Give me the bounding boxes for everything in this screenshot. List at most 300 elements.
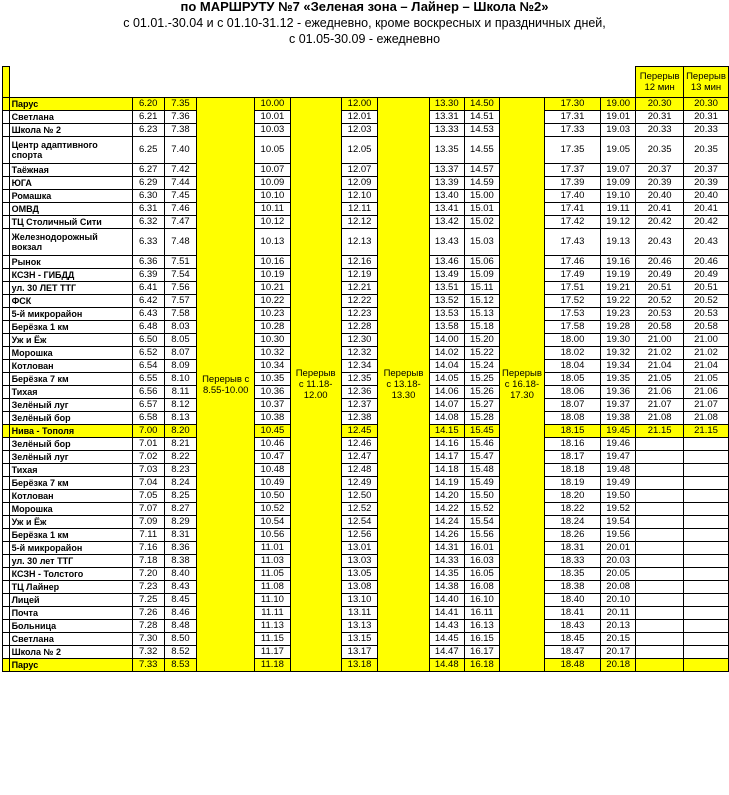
time-cell: 14.05: [429, 373, 464, 386]
time-cell: 10.00: [255, 98, 290, 111]
time-cell: 6.21: [132, 111, 164, 124]
time-cell: 13.33: [429, 124, 464, 137]
time-cell: 7.28: [132, 620, 164, 633]
time-cell: 14.26: [429, 529, 464, 542]
table-row: [3, 542, 729, 555]
time-cell: 8.31: [164, 529, 196, 542]
time-cell: 10.56: [255, 529, 290, 542]
stop-name: Нива - Тополя: [9, 425, 132, 438]
time-cell: 19.30: [601, 334, 636, 347]
time-cell: 8.25: [164, 490, 196, 503]
edge-cell: [3, 334, 10, 347]
time-cell: 10.46: [255, 438, 290, 451]
header-empty-cell: [464, 67, 499, 98]
edge-cell: [3, 633, 10, 646]
stop-name: Таёжная: [9, 164, 132, 177]
time-cell: 19.28: [601, 321, 636, 334]
time-cell: 10.50: [255, 490, 290, 503]
time-cell: 10.28: [255, 321, 290, 334]
time-cell: 7.20: [132, 568, 164, 581]
time-cell: 12.09: [341, 177, 378, 190]
time-cell: 7.42: [164, 164, 196, 177]
table-row: [3, 555, 729, 568]
time-cell: 20.11: [601, 607, 636, 620]
time-cell: [636, 633, 684, 646]
edge-cell: [3, 67, 10, 98]
edge-cell: [3, 256, 10, 269]
time-cell: [684, 620, 729, 633]
time-cell: 15.22: [464, 347, 499, 360]
time-cell: 19.21: [601, 282, 636, 295]
time-cell: 13.39: [429, 177, 464, 190]
time-cell: 17.33: [544, 124, 600, 137]
time-cell: 10.38: [255, 412, 290, 425]
time-cell: 14.45: [429, 633, 464, 646]
time-cell: 6.57: [132, 399, 164, 412]
edge-cell: [3, 542, 10, 555]
time-cell: [636, 477, 684, 490]
time-cell: 8.12: [164, 399, 196, 412]
time-cell: 6.48: [132, 321, 164, 334]
time-cell: 19.03: [601, 124, 636, 137]
time-cell: 12.30: [341, 334, 378, 347]
edge-cell: [3, 451, 10, 464]
time-cell: 18.05: [544, 373, 600, 386]
time-cell: 7.03: [132, 464, 164, 477]
time-cell: 14.50: [464, 98, 499, 111]
stop-name: Больница: [9, 620, 132, 633]
time-cell: 20.15: [601, 633, 636, 646]
header-empty-cell: [341, 67, 378, 98]
stop-name: ЮГА: [9, 177, 132, 190]
time-cell: 8.20: [164, 425, 196, 438]
time-cell: 6.32: [132, 216, 164, 229]
time-cell: 21.15: [636, 425, 684, 438]
time-cell: 21.05: [636, 373, 684, 386]
table-row: [3, 229, 729, 256]
time-cell: 14.43: [429, 620, 464, 633]
time-cell: 14.22: [429, 503, 464, 516]
time-cell: [636, 516, 684, 529]
time-cell: 12.56: [341, 529, 378, 542]
time-cell: [636, 451, 684, 464]
time-cell: 20.08: [601, 581, 636, 594]
time-cell: 19.10: [601, 190, 636, 203]
time-cell: 15.45: [464, 425, 499, 438]
time-cell: 21.07: [636, 399, 684, 412]
time-cell: [636, 607, 684, 620]
stop-name: Морошка: [9, 347, 132, 360]
break-cell: Перерыв с 11.18-12.00: [290, 98, 341, 672]
time-cell: [636, 594, 684, 607]
time-cell: 18.04: [544, 360, 600, 373]
time-cell: 13.49: [429, 269, 464, 282]
time-cell: 18.26: [544, 529, 600, 542]
time-cell: 19.12: [601, 216, 636, 229]
edge-cell: [3, 164, 10, 177]
time-cell: 20.39: [636, 177, 684, 190]
time-cell: 6.36: [132, 256, 164, 269]
time-cell: 19.49: [601, 477, 636, 490]
stop-name: Светлана: [9, 111, 132, 124]
time-cell: 20.31: [636, 111, 684, 124]
edge-cell: [3, 464, 10, 477]
edge-cell: [3, 216, 10, 229]
time-cell: 13.08: [341, 581, 378, 594]
time-cell: 14.41: [429, 607, 464, 620]
time-cell: 14.33: [429, 555, 464, 568]
time-cell: 10.13: [255, 229, 290, 256]
time-cell: 11.17: [255, 646, 290, 659]
time-cell: 12.22: [341, 295, 378, 308]
time-cell: 17.46: [544, 256, 600, 269]
header-break-12: Перерыв 12 мин: [636, 67, 684, 98]
time-cell: 20.35: [684, 137, 729, 164]
time-cell: 10.01: [255, 111, 290, 124]
time-cell: 6.52: [132, 347, 164, 360]
time-cell: 14.53: [464, 124, 499, 137]
time-cell: 20.43: [636, 229, 684, 256]
time-cell: 15.12: [464, 295, 499, 308]
time-cell: 11.05: [255, 568, 290, 581]
time-cell: 15.50: [464, 490, 499, 503]
time-cell: 13.01: [341, 542, 378, 555]
time-cell: 20.40: [636, 190, 684, 203]
time-cell: 20.17: [601, 646, 636, 659]
stop-name: Тихая: [9, 464, 132, 477]
time-cell: 19.16: [601, 256, 636, 269]
time-cell: 6.25: [132, 137, 164, 164]
time-cell: 20.40: [684, 190, 729, 203]
time-cell: 12.48: [341, 464, 378, 477]
time-cell: 16.01: [464, 542, 499, 555]
time-cell: 16.03: [464, 555, 499, 568]
time-cell: 7.56: [164, 282, 196, 295]
time-cell: 19.23: [601, 308, 636, 321]
time-cell: 19.11: [601, 203, 636, 216]
time-cell: 10.19: [255, 269, 290, 282]
time-cell: 7.07: [132, 503, 164, 516]
stop-name: Ромашка: [9, 190, 132, 203]
time-cell: 19.32: [601, 347, 636, 360]
table-row: [3, 373, 729, 386]
time-cell: 14.59: [464, 177, 499, 190]
time-cell: 13.35: [429, 137, 464, 164]
time-cell: [684, 438, 729, 451]
table-row: [3, 124, 729, 137]
time-cell: 20.46: [636, 256, 684, 269]
table-row: [3, 529, 729, 542]
time-cell: 6.54: [132, 360, 164, 373]
time-cell: 19.01: [601, 111, 636, 124]
time-cell: 12.11: [341, 203, 378, 216]
time-cell: 20.39: [684, 177, 729, 190]
time-cell: 15.01: [464, 203, 499, 216]
time-cell: 12.46: [341, 438, 378, 451]
time-cell: 19.46: [601, 438, 636, 451]
time-cell: 19.47: [601, 451, 636, 464]
time-cell: [684, 633, 729, 646]
table-row: [3, 203, 729, 216]
time-cell: 10.36: [255, 386, 290, 399]
time-cell: 8.29: [164, 516, 196, 529]
time-cell: 17.51: [544, 282, 600, 295]
table-row: [3, 477, 729, 490]
time-cell: [636, 490, 684, 503]
stop-name: Зелёный луг: [9, 451, 132, 464]
time-cell: 20.52: [684, 295, 729, 308]
header-break-13: Перерыв 13 мин: [684, 67, 729, 98]
time-cell: 15.27: [464, 399, 499, 412]
time-cell: 14.38: [429, 581, 464, 594]
time-cell: 17.49: [544, 269, 600, 282]
schedule-period-line: с 01.01.-30.04 и с 01.10-31.12 - ежедневно, кроме воскресных и праздничных дней,: [123, 16, 606, 30]
time-cell: [636, 464, 684, 477]
time-cell: 20.05: [601, 568, 636, 581]
time-cell: 17.42: [544, 216, 600, 229]
edge-cell: [3, 503, 10, 516]
time-cell: 10.45: [255, 425, 290, 438]
time-cell: [684, 477, 729, 490]
time-cell: 8.40: [164, 568, 196, 581]
time-cell: 17.58: [544, 321, 600, 334]
time-cell: [636, 659, 684, 672]
time-cell: 15.26: [464, 386, 499, 399]
time-cell: 20.13: [601, 620, 636, 633]
header-empty-cell: [378, 67, 429, 98]
stop-name: ФСК: [9, 295, 132, 308]
time-cell: [636, 581, 684, 594]
time-cell: 8.43: [164, 581, 196, 594]
table-row: [3, 633, 729, 646]
edge-cell: [3, 190, 10, 203]
time-cell: 12.03: [341, 124, 378, 137]
time-cell: 7.26: [132, 607, 164, 620]
time-cell: 20.51: [684, 282, 729, 295]
header-row: [3, 67, 729, 98]
time-cell: 7.18: [132, 555, 164, 568]
time-cell: 20.58: [684, 321, 729, 334]
time-cell: 21.00: [684, 334, 729, 347]
stop-name: Рынок: [9, 256, 132, 269]
time-cell: 10.07: [255, 164, 290, 177]
time-cell: [684, 503, 729, 516]
time-cell: 7.25: [132, 594, 164, 607]
time-cell: 12.36: [341, 386, 378, 399]
edge-cell: [3, 490, 10, 503]
time-cell: 10.23: [255, 308, 290, 321]
time-cell: 12.47: [341, 451, 378, 464]
edge-cell: [3, 269, 10, 282]
time-cell: 8.24: [164, 477, 196, 490]
time-cell: 8.07: [164, 347, 196, 360]
time-cell: 12.13: [341, 229, 378, 256]
time-cell: 13.13: [341, 620, 378, 633]
time-cell: 20.10: [601, 594, 636, 607]
time-cell: 10.49: [255, 477, 290, 490]
time-cell: 7.05: [132, 490, 164, 503]
table-row: [3, 386, 729, 399]
time-cell: 12.07: [341, 164, 378, 177]
time-cell: 19.36: [601, 386, 636, 399]
edge-cell: [3, 360, 10, 373]
time-cell: 7.35: [164, 98, 196, 111]
edge-cell: [3, 620, 10, 633]
time-cell: 7.32: [132, 646, 164, 659]
time-cell: 6.42: [132, 295, 164, 308]
time-cell: 15.46: [464, 438, 499, 451]
time-cell: 21.08: [684, 412, 729, 425]
time-cell: 17.53: [544, 308, 600, 321]
time-cell: 15.48: [464, 464, 499, 477]
time-cell: 17.43: [544, 229, 600, 256]
time-cell: [684, 451, 729, 464]
time-cell: 19.48: [601, 464, 636, 477]
edge-cell: [3, 594, 10, 607]
table-row: [3, 438, 729, 451]
time-cell: 20.46: [684, 256, 729, 269]
time-cell: 12.19: [341, 269, 378, 282]
table-row: [3, 412, 729, 425]
time-cell: 12.32: [341, 347, 378, 360]
time-cell: 10.48: [255, 464, 290, 477]
time-cell: 12.21: [341, 282, 378, 295]
time-cell: 12.54: [341, 516, 378, 529]
timetable: [2, 66, 729, 672]
time-cell: 7.33: [132, 659, 164, 672]
time-cell: 7.46: [164, 203, 196, 216]
table-row: [3, 360, 729, 373]
time-cell: 13.03: [341, 555, 378, 568]
time-cell: 19.35: [601, 373, 636, 386]
time-cell: 19.50: [601, 490, 636, 503]
edge-cell: [3, 347, 10, 360]
time-cell: 7.44: [164, 177, 196, 190]
time-cell: 11.11: [255, 607, 290, 620]
time-cell: [636, 555, 684, 568]
edge-cell: [3, 646, 10, 659]
stop-name: Центр адаптивного спорта: [9, 137, 132, 164]
time-cell: 12.28: [341, 321, 378, 334]
time-cell: 10.22: [255, 295, 290, 308]
stop-name: 5-й микрорайон: [9, 542, 132, 555]
time-cell: 19.52: [601, 503, 636, 516]
stop-name: Зелёный луг: [9, 399, 132, 412]
time-cell: 7.01: [132, 438, 164, 451]
time-cell: 10.32: [255, 347, 290, 360]
edge-cell: [3, 399, 10, 412]
time-cell: 14.16: [429, 438, 464, 451]
time-cell: 18.02: [544, 347, 600, 360]
time-cell: 6.20: [132, 98, 164, 111]
time-cell: 21.02: [684, 347, 729, 360]
time-cell: 14.35: [429, 568, 464, 581]
time-cell: 19.22: [601, 295, 636, 308]
time-cell: 8.09: [164, 360, 196, 373]
time-cell: [636, 568, 684, 581]
time-cell: 11.01: [255, 542, 290, 555]
time-cell: 19.13: [601, 229, 636, 256]
time-cell: 19.38: [601, 412, 636, 425]
time-cell: 15.24: [464, 360, 499, 373]
time-cell: 19.19: [601, 269, 636, 282]
break-cell: Перерыв с 13.18-13.30: [378, 98, 429, 672]
time-cell: 18.48: [544, 659, 600, 672]
time-cell: 15.00: [464, 190, 499, 203]
edge-cell: [3, 516, 10, 529]
time-cell: 6.39: [132, 269, 164, 282]
time-cell: 18.16: [544, 438, 600, 451]
stop-name: КСЗН - ГИБДД: [9, 269, 132, 282]
time-cell: [684, 529, 729, 542]
time-cell: 19.45: [601, 425, 636, 438]
time-cell: [684, 646, 729, 659]
time-cell: 8.52: [164, 646, 196, 659]
time-cell: 10.10: [255, 190, 290, 203]
time-cell: 16.11: [464, 607, 499, 620]
edge-cell: [3, 321, 10, 334]
time-cell: 10.30: [255, 334, 290, 347]
time-cell: 12.05: [341, 137, 378, 164]
time-cell: 18.41: [544, 607, 600, 620]
table-row: [3, 190, 729, 203]
time-cell: 12.16: [341, 256, 378, 269]
time-cell: 16.08: [464, 581, 499, 594]
time-cell: 14.15: [429, 425, 464, 438]
table-row: [3, 607, 729, 620]
time-cell: 12.12: [341, 216, 378, 229]
time-cell: 10.52: [255, 503, 290, 516]
time-cell: 6.50: [132, 334, 164, 347]
time-cell: 12.50: [341, 490, 378, 503]
time-cell: 14.00: [429, 334, 464, 347]
stop-name: Почта: [9, 607, 132, 620]
time-cell: 12.35: [341, 373, 378, 386]
time-cell: 8.45: [164, 594, 196, 607]
time-cell: 13.43: [429, 229, 464, 256]
edge-cell: [3, 373, 10, 386]
edge-cell: [3, 555, 10, 568]
time-cell: [636, 620, 684, 633]
time-cell: 7.02: [132, 451, 164, 464]
time-cell: 16.15: [464, 633, 499, 646]
time-cell: 18.18: [544, 464, 600, 477]
time-cell: 19.56: [601, 529, 636, 542]
time-cell: 19.09: [601, 177, 636, 190]
time-cell: 11.10: [255, 594, 290, 607]
time-cell: 13.52: [429, 295, 464, 308]
time-cell: 6.43: [132, 308, 164, 321]
time-cell: 14.48: [429, 659, 464, 672]
time-cell: 13.30: [429, 98, 464, 111]
time-cell: 20.30: [684, 98, 729, 111]
time-cell: 21.15: [684, 425, 729, 438]
header-empty-cell: [290, 67, 341, 98]
stop-name: ул. 30 ЛЕТ ТТГ: [9, 282, 132, 295]
time-cell: 12.38: [341, 412, 378, 425]
time-cell: 8.22: [164, 451, 196, 464]
time-cell: 6.27: [132, 164, 164, 177]
time-cell: 16.10: [464, 594, 499, 607]
table-row: [3, 516, 729, 529]
table-row: [3, 347, 729, 360]
break-cell: Перерыв с 16.18-17.30: [500, 98, 545, 672]
edge-cell: [3, 477, 10, 490]
table-row: [3, 164, 729, 177]
time-cell: 16.17: [464, 646, 499, 659]
table-row: [3, 464, 729, 477]
time-cell: 16.18: [464, 659, 499, 672]
